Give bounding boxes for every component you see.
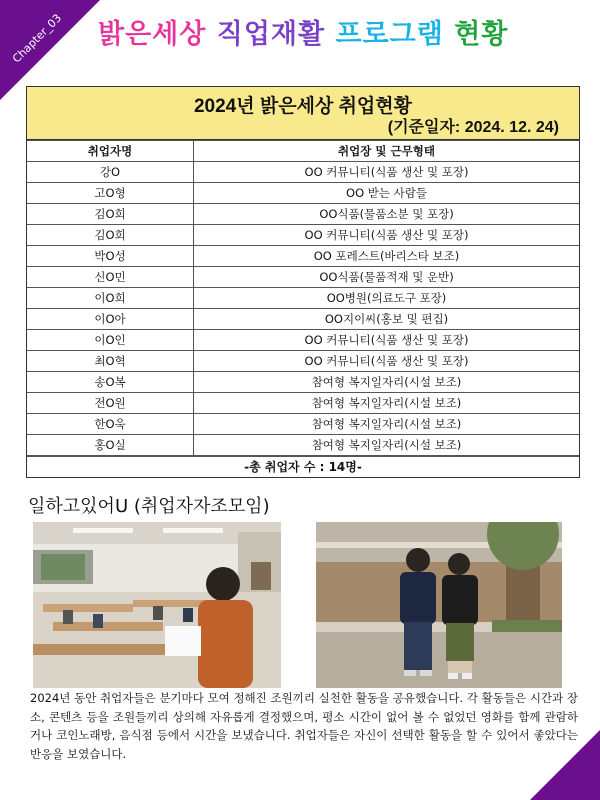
workplace-cell: OO식품(물품소분 및 포장) (194, 204, 580, 225)
table-row (27, 267, 579, 288)
table-row (27, 288, 579, 309)
table-row (27, 330, 579, 351)
employee-name-cell: 최O혁 (27, 351, 194, 372)
photo-group-members (316, 522, 562, 688)
table-row (27, 372, 579, 393)
table-date: (기준일자: 2024. 12. 24) (387, 119, 559, 136)
workplace-cell: OO 포레스트(바리스타 보조) (194, 246, 580, 267)
sub-heading: 일하고있어U (취업자자조모임) (28, 496, 270, 517)
table-total: -총 취업자 수 : 14명- (27, 456, 579, 477)
employee-name-cell: 박O성 (27, 246, 194, 267)
workplace-cell: OO 커뮤니티(식품 생산 및 포장) (194, 351, 580, 372)
employee-name-cell: 김O희 (27, 225, 194, 246)
table-row (27, 351, 579, 372)
title-part-4: 현황 (454, 19, 509, 50)
column-header-name: 취업자명 (27, 141, 194, 162)
workplace-cell: OO병원(의료도구 포장) (194, 288, 580, 309)
workplace-cell: OO 커뮤니티(식품 생산 및 포장) (194, 162, 580, 183)
table-row (27, 204, 579, 225)
employee-name-cell: 이O희 (27, 288, 194, 309)
workplace-cell: OO 커뮤니티(식품 생산 및 포장) (194, 225, 580, 246)
workplace-cell: 참여형 복지일자리(시설 보조) (194, 393, 580, 414)
photo-meeting-room (33, 522, 281, 688)
corner-triangle-bottom-right (530, 730, 600, 800)
workplace-cell: 참여형 복지일자리(시설 보조) (194, 414, 580, 435)
workplace-cell: 참여형 복지일자리(시설 보조) (194, 435, 580, 456)
workplace-cell: 참여형 복지일자리(시설 보조) (194, 372, 580, 393)
employee-name-cell: 한O욱 (27, 414, 194, 435)
employment-table (26, 86, 580, 478)
employee-name-cell: 홍O실 (27, 435, 194, 456)
chapter-tag: Chapter_03 (9, 11, 65, 66)
table-row (27, 309, 579, 330)
workplace-cell: OO식품(물품적재 및 운반) (194, 267, 580, 288)
table-row (27, 246, 579, 267)
employee-name-cell: 김O희 (27, 204, 194, 225)
column-header-workplace: 취업장 및 근무형태 (194, 141, 580, 162)
table-row (27, 393, 579, 414)
table-header-band (27, 87, 579, 140)
table-header-row (27, 141, 579, 162)
employee-name-cell: 고O형 (27, 183, 194, 204)
table-row (27, 414, 579, 435)
table-row (27, 183, 579, 204)
employment-grid (27, 140, 579, 456)
employee-name-cell: 이O아 (27, 309, 194, 330)
employee-name-cell: 신O민 (27, 267, 194, 288)
employee-name-cell: 전O원 (27, 393, 194, 414)
title-part-1: 밝은세상 (98, 19, 207, 50)
workplace-cell: OO지이씨(홍보 및 편집) (194, 309, 580, 330)
title-part-2: 직업재활 (216, 19, 326, 50)
title-part-3: 프로그램 (335, 19, 444, 50)
table-row (27, 435, 579, 456)
employee-name-cell: 이O인 (27, 330, 194, 351)
table-row (27, 162, 579, 183)
page-title (98, 12, 508, 51)
table-body (27, 162, 579, 456)
table-title: 2024년 밝은세상 취업현황 (193, 96, 412, 117)
activity-description: 2024년 동안 취업자들은 분기마다 모여 정해진 조원끼리 실천한 활동을 공유했습니다. 각 활동들은 시간과 장소, 콘텐츠 등을 조원들끼리 상의해 자유롭게 결정했으며, 평소 시간이 없어 볼 수 없었던 영화를 함께 관람하거나 코인노래방, 음식점 등에서 시간을 보냈습니다. 취업자들은 자신이 선택한 활동을 할 수 있어서 좋았다는 반응을 보였습니다. (30, 691, 578, 761)
table-row (27, 225, 579, 246)
workplace-cell: OO 커뮤니티(식품 생산 및 포장) (194, 330, 580, 351)
workplace-cell: OO 받는 사람들 (194, 183, 580, 204)
employee-name-cell: 강O (27, 162, 194, 183)
employee-name-cell: 송O복 (27, 372, 194, 393)
